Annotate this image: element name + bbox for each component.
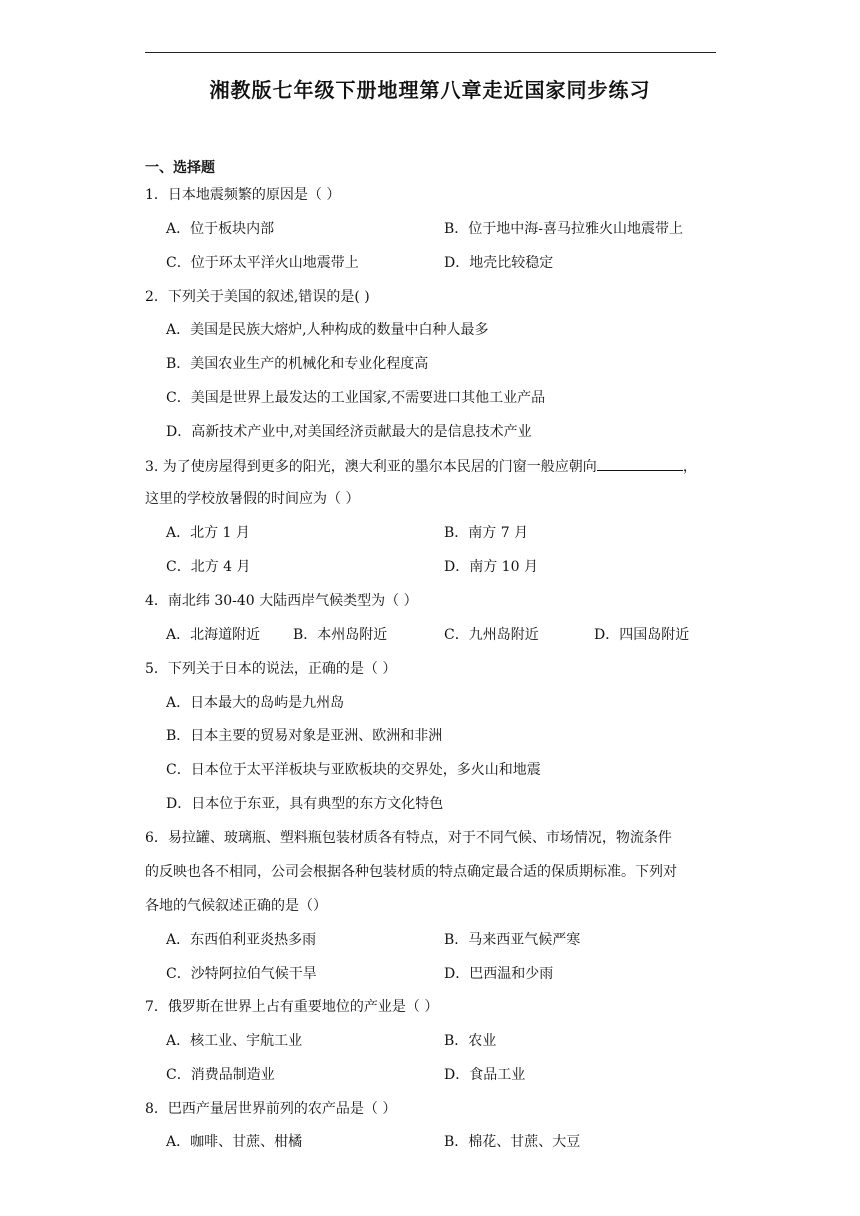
question-4-option-b: B．本州岛附近 <box>293 627 388 643</box>
question-5-option-b: B．日本主要的贸易对象是亚洲、欧洲和非洲 <box>166 728 443 744</box>
question-7-stem: 7．俄罗斯在世界上占有重要地位的产业是（ ） <box>145 999 439 1015</box>
question-4-option-c: C．九州岛附近 <box>444 627 539 643</box>
question-6-option-c: C．沙特阿拉伯气候干旱 <box>166 966 317 982</box>
section-heading: 一、选择题 <box>145 160 215 176</box>
question-7-option-c: C．消费品制造业 <box>166 1067 275 1083</box>
question-1-option-c: C．位于环太平洋火山地震带上 <box>166 255 359 271</box>
answer-blank <box>597 456 683 471</box>
question-2-stem: 2．下列关于美国的叙述,错误的是( ) <box>145 289 370 305</box>
question-4-option-a: A．北海道附近 <box>166 627 261 643</box>
question-3-stem-line-2: 这里的学校放暑假的时间应为（ ） <box>145 491 360 507</box>
question-2-option-d: D．高新技术产业中,对美国经济贡献最大的是信息技术产业 <box>166 424 532 440</box>
question-3-option-d: D．南方 10 月 <box>444 559 538 575</box>
question-6-option-b: B．马来西亚气候严寒 <box>444 932 581 948</box>
question-6-option-d: D．巴西温和少雨 <box>444 966 554 982</box>
question-4-stem: 4．南北纬 30-40 大陆西岸气候类型为（ ） <box>145 593 418 609</box>
question-7-option-a: A．核工业、宇航工业 <box>166 1033 303 1049</box>
question-3-stem-comma: ， <box>682 459 697 475</box>
question-3-option-a: A．北方 1 月 <box>166 525 250 541</box>
question-2-option-c: C．美国是世界上最发达的工业国家,不需要进口其他工业产品 <box>166 390 546 406</box>
question-6-stem-line-3: 各地的气候叙述正确的是（） <box>145 898 327 914</box>
question-6-option-a: A．东西伯利亚炎热多雨 <box>166 932 317 948</box>
question-5-option-c: C．日本位于太平洋板块与亚欧板块的交界处，多火山和地震 <box>166 762 541 778</box>
question-3-stem-text: 3. 为了使房屋得到更多的阳光，澳大利亚的墨尔本民居的门窗一般应朝向 <box>145 459 597 475</box>
question-7-option-b: B．农业 <box>444 1033 497 1049</box>
question-1-option-d: D．地壳比较稳定 <box>444 255 554 271</box>
question-8-option-a: A．咖啡、甘蔗、柑橘 <box>166 1134 303 1150</box>
question-8-stem: 8．巴西产量居世界前列的农产品是（ ） <box>145 1101 397 1117</box>
question-2-option-a: A．美国是民族大熔炉,人种构成的数量中白种人最多 <box>166 322 489 338</box>
question-3-stem-line-1 <box>145 456 697 476</box>
question-6-stem-line-2: 的反映也各不相同，公司会根据各种包装材质的特点确定最合适的保质期标准。下列对 <box>145 864 677 880</box>
question-4-option-d: D．四国岛附近 <box>594 627 690 643</box>
question-7-option-d: D．食品工业 <box>444 1067 526 1083</box>
question-5-option-a: A．日本最大的岛屿是九州岛 <box>166 695 345 711</box>
question-1-option-b: B．位于地中海-喜马拉雅火山地震带上 <box>444 221 684 237</box>
question-8-option-b: B．棉花、甘蔗、大豆 <box>444 1134 581 1150</box>
question-2-option-b: B．美国农业生产的机械化和专业化程度高 <box>166 356 429 372</box>
question-3-option-b: B．南方 7 月 <box>444 525 529 541</box>
question-6-stem-line-1: 6．易拉罐、玻璃瓶、塑料瓶包装材质各有特点，对于不同气候、市场情况，物流条件 <box>145 830 672 846</box>
page-title: 湘教版七年级下册地理第八章走近国家同步练习 <box>209 78 651 102</box>
question-1-stem: 1．日本地震频繁的原因是（ ） <box>145 187 341 203</box>
question-1-option-a: A．位于板块内部 <box>166 221 275 237</box>
question-5-option-d: D．日本位于东亚，具有典型的东方文化特色 <box>166 796 444 812</box>
header-rule <box>145 52 716 53</box>
question-3-option-c: C．北方 4 月 <box>166 559 251 575</box>
question-5-stem: 5．下列关于日本的说法，正确的是（ ） <box>145 661 397 677</box>
